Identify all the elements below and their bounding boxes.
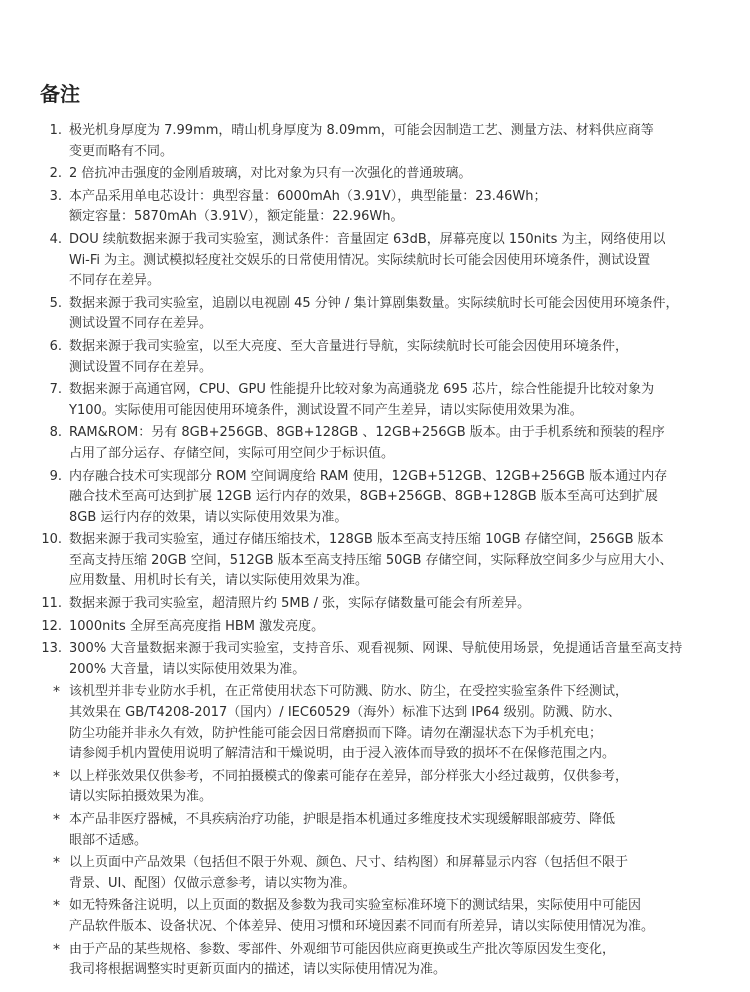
note-number: 10. xyxy=(41,532,62,548)
note-number: 1. xyxy=(49,123,62,138)
note-text: 极光机身厚度为 7.99mm，晴山机身厚度为 8.09mm，可能会因制造工艺、测量方法、材料供应商等 变更而略有不同。 xyxy=(69,123,654,159)
note-number: 2. xyxy=(49,166,62,182)
note-item xyxy=(0,230,750,292)
note-asterisk: * xyxy=(53,768,60,785)
note-item xyxy=(0,294,750,335)
note-item xyxy=(0,896,750,937)
note-asterisk: * xyxy=(53,855,60,872)
note-text: 由于产品的某些规格、参数、零部件、外观细节可能因供应商更换或生产批次等原因发生变化， 我司将根据调整实时更新页面内的描述，请以实际使用情况为准。 xyxy=(69,941,616,978)
note-text: 以上页面中产品效果（包括但不限于外观、颜色、尺寸、结构图）和屏幕显示内容（包括但不限于 背景、UI、配图）仅做示意参考，请以实物为准。 xyxy=(69,855,629,891)
note-item xyxy=(0,530,750,592)
note-number: 3. xyxy=(49,188,62,204)
note-item xyxy=(0,853,750,894)
note-text: 300% 大音量数据来源于我司实验室，支持音乐、观看视频、网课、导航使用场景，免提通话音量至高支持 200% 大音量，请以实际使用效果为准。 xyxy=(69,641,683,677)
notes-list xyxy=(0,121,750,983)
note-text: 数据来源于我司实验室，超清照片约 5MB / 张，实际存储数量可能会有所差异。 xyxy=(69,596,531,612)
note-text: 1000nits 全屏至高亮度指 HBM 激发亮度。 xyxy=(69,618,325,634)
note-text: DOU 续航数据来源于我司实验室，测试条件：音量固定 63dB，屏幕亮度以 150nits 为主，网络使用以 Wi-Fi 为主。测试模拟轻度社交娱乐的日常使用情况。实际续航时长可能会因使用环境条件，测试设置 不同存在差异。 xyxy=(69,231,666,289)
note-number: 4. xyxy=(49,231,62,247)
note-text: RAM&ROM：另有 8GB+256GB、8GB+128GB 、12GB+256GB 版本。由于手机系统和预装的程序 占用了部分运存、存储空间，实际可用空间少于标识值。 xyxy=(69,425,665,461)
note-number: 5. xyxy=(49,295,62,311)
note-asterisk: * xyxy=(53,898,60,915)
note-item xyxy=(0,617,750,638)
note-asterisk: * xyxy=(53,812,60,828)
note-number: 13. xyxy=(41,641,62,657)
note-item xyxy=(0,810,750,851)
note-text: 本产品采用单电芯设计：典型容量：6000mAh（3.91V），典型能量：23.46Wh； 额定容量：5870mAh（3.91V），额定能量：22.96Wh。 xyxy=(69,188,547,225)
note-number: 6. xyxy=(49,338,62,354)
note-item xyxy=(0,767,750,808)
note-number: 11. xyxy=(41,596,62,612)
note-item xyxy=(0,337,750,378)
note-item xyxy=(0,380,750,421)
note-item xyxy=(0,187,750,228)
note-item xyxy=(0,682,750,764)
note-text: 内存融合技术可实现部分 ROM 空间调度给 RAM 使用，12GB+512GB、12GB+256GB 版本通过内存 融合技术至高可达到扩展 12GB 运行内存的效果，8GB+256GB、8GB+128GB 版本至高可达到扩展 8GB 运行内存的效果，请以实际使用效果为准。 xyxy=(69,468,668,525)
note-item xyxy=(0,467,750,529)
note-text: 数据来源于高通官网，CPU、GPU 性能提升比较对象为高通骁龙 695 芯片，综合性能提升比较对象为 Y100。实际使用可能因使用环境条件，测试设置不同产生差异，请以实际使用效果为准。 xyxy=(69,382,655,418)
note-item xyxy=(0,594,750,615)
note-text: 2 倍抗冲击强度的金刚盾玻璃，对比对象为只有一次强化的普通玻璃。 xyxy=(69,166,472,182)
note-text: 以上样张效果仅供参考，不同拍摄模式的像素可能存在差异，部分样张大小经过裁剪，仅供参考， 请以实际拍摄效果为准。 xyxy=(69,768,629,805)
note-text: 数据来源于我司实验室，以至大亮度、至大音量进行导航，实际续航时长可能会因使用环境条件， 测试设置不同存在差异。 xyxy=(69,338,629,375)
note-item xyxy=(0,121,750,162)
note-asterisk: * xyxy=(53,941,60,958)
note-text: 如无特殊备注说明，以上页面的数据及参数为我司实验室标准环境下的测试结果，实际使用中可能因 产品软件版本、设备状况、个体差异、使用习惯和环境因素不同而有所差异，请以实际使用情况为准。 xyxy=(69,898,655,934)
note-item xyxy=(0,940,750,981)
note-text: 本产品非医疗器械，不具疾病治疗功能，护眼是指本机通过多维度技术实现缓解眼部疲劳、降低 眼部不适感。 xyxy=(69,812,616,848)
note-number: 12. xyxy=(41,618,62,634)
note-number: 8. xyxy=(49,425,62,441)
note-item xyxy=(0,164,750,185)
note-number: 7. xyxy=(49,382,62,398)
note-text: 该机型并非专业防水手机，在正常使用状态下可防溅、防水、防尘，在受控实验室条件下经测试， 其效果在 GB/T4208-2017（国内）/ IEC60529（海外）标准下达到 IP64 级别。防溅、防水、 防尘功能并非永久有效，防护性能可能会因日常磨损而下降。请勿在潮湿状态下为手机充电； 请参阅手机内置使用说明了解清洁和干燥说明，由于浸入液体而导致的损坏不在保修范围之内。 xyxy=(69,684,629,762)
note-asterisk: * xyxy=(53,684,60,701)
note-text: 数据来源于我司实验室，通过存储压缩技术，128GB 版本至高支持压缩 10GB 存储空间，256GB 版本 至高支持压缩 20GB 空间，512GB 版本至高支持压缩 50GB 存储空间，实际释放空间多少与应用大小、 应用数量、用机时长有关，请以实际使用效果为准。 xyxy=(69,532,673,589)
notes-title: 备注 xyxy=(40,82,80,106)
note-item xyxy=(0,423,750,464)
note-item xyxy=(0,639,750,680)
note-number: 9. xyxy=(49,468,62,484)
note-text: 数据来源于我司实验室，追剧以电视剧 45 分钟 / 集计算剧集数量。实际续航时长可能会因使用环境条件， 测试设置不同存在差异。 xyxy=(69,295,679,332)
